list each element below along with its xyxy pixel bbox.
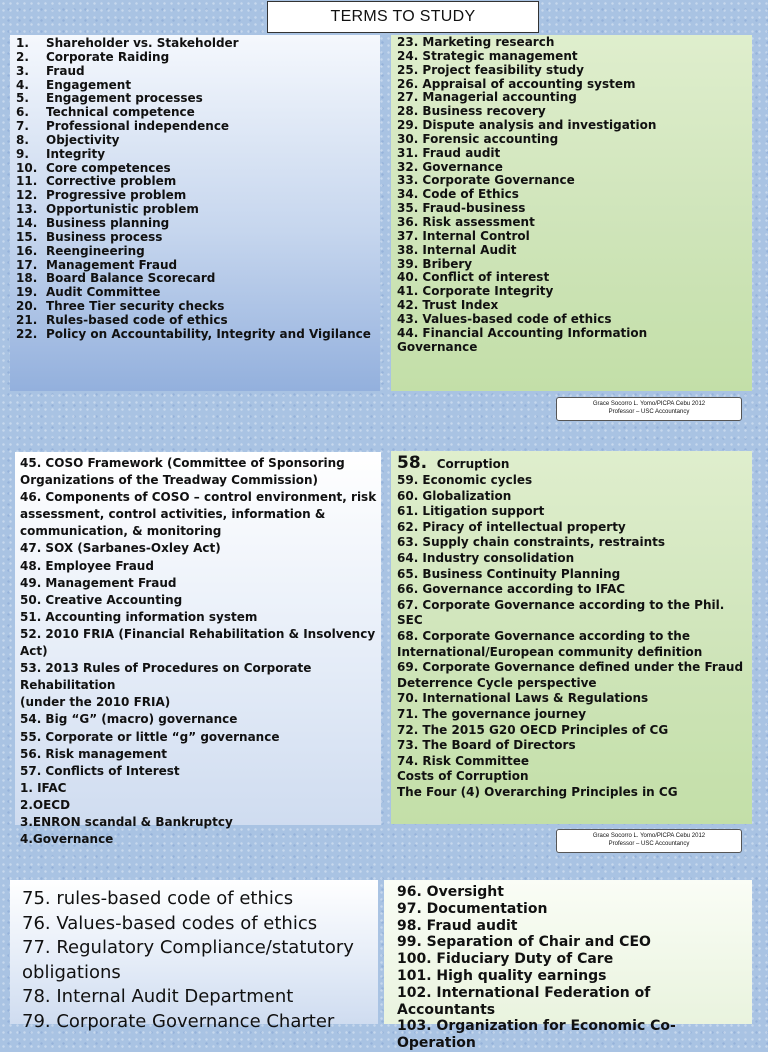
term-item: 43. Values-based code of ethics: [397, 311, 612, 326]
term-item: 102. International Federation of Accountants: [397, 984, 651, 1018]
term-item: 75. rules-based code of ethics: [22, 888, 294, 909]
term-item: 97. Documentation: [397, 900, 548, 917]
term-item: [16, 272, 380, 286]
term-item: [16, 300, 380, 314]
term-item: 37. Internal Control: [397, 228, 530, 243]
term-item: 103. Organization for Economic Co-Operation: [397, 1018, 676, 1052]
term-item: [16, 37, 380, 51]
term-item: 44. Financial Accounting Information: [397, 325, 648, 340]
term-item: 32. Governance: [397, 159, 503, 174]
term-item: International/European community definition: [397, 644, 703, 659]
term-item: 27. Managerial accounting: [397, 90, 577, 105]
term-item: 54. Big “G” (macro) governance: [20, 712, 238, 727]
term-item: 34. Code of Ethics: [397, 187, 519, 202]
term-number: 4.: [16, 77, 29, 92]
term-number: 17.: [16, 257, 38, 272]
term-number: 5.: [16, 91, 29, 106]
term-item: 40. Conflict of interest: [397, 270, 550, 285]
term-item: [16, 231, 380, 245]
term-text: Reengineering: [46, 243, 145, 258]
term-text: Professional independence: [46, 119, 230, 134]
term-item: 59. Economic cycles: [397, 473, 533, 487]
slide1-right-list: [397, 36, 752, 354]
slide-title: [267, 1, 539, 33]
term-item: 64. Industry consolidation: [397, 550, 575, 565]
term-item: Governance: [397, 339, 478, 354]
term-text: Integrity: [46, 146, 106, 161]
term-item: obligations: [22, 961, 121, 983]
term-number: 7.: [16, 119, 29, 134]
term-item: [16, 79, 380, 93]
term-number: 21.: [16, 312, 38, 327]
term-item: [16, 286, 380, 300]
term-item: 35. Fraud-business: [397, 201, 526, 216]
credit-line2: Professor – USC Accountancy: [608, 409, 690, 415]
term-text: Board Balance Scorecard: [46, 271, 216, 286]
slide3-right-list: [397, 884, 752, 1052]
slide3-left-list: [22, 887, 378, 1034]
credit-box-1: [556, 397, 742, 421]
term-item: 55. Corporate or little “g” governance: [20, 729, 280, 744]
term-item: 51. Accounting information system: [20, 609, 258, 624]
term-item: 99. Separation of Chair and CEO: [397, 934, 651, 951]
term-text: Progressive problem: [46, 188, 187, 203]
term-number: 22.: [16, 326, 38, 341]
term-number: 18.: [16, 271, 38, 286]
term-item: 31. Fraud audit: [397, 145, 501, 160]
term-item: 101. High quality earnings: [397, 967, 607, 984]
term-item: 39. Bribery: [397, 256, 473, 271]
term-text: Business process: [46, 229, 163, 244]
term-item: 68. Corporate Governance according to the: [397, 628, 690, 643]
term-item: 49. Management Fraud: [20, 575, 177, 590]
item-58-number: 58.: [397, 453, 428, 473]
term-item: 28. Business recovery: [397, 104, 546, 119]
term-item: The Four (4) Overarching Principles in CG: [397, 784, 678, 799]
term-item: 69. Corporate Governance defined under the Fraud: [397, 660, 744, 675]
term-item: [16, 217, 380, 231]
term-item: 100. Fiduciary Duty of Care: [397, 951, 614, 968]
term-item: Deterrence Cycle perspective: [397, 675, 597, 690]
term-item: 78. Internal Audit Department: [22, 986, 294, 1007]
term-text: Fraud: [46, 63, 85, 78]
term-item: Organizations of the Treadway Commission): [20, 473, 319, 488]
term-item: [16, 259, 380, 273]
term-item: assessment, control activities, information &: [20, 507, 326, 522]
term-text: Core competences: [46, 160, 171, 175]
term-text: Management Fraud: [46, 257, 178, 272]
term-item: communication, & monitoring: [20, 524, 222, 539]
term-number: 16.: [16, 243, 38, 258]
term-number: 20.: [16, 299, 38, 314]
term-item: 50. Creative Accounting: [20, 592, 183, 607]
term-text: Objectivity: [46, 132, 120, 147]
term-text: Business planning: [46, 215, 170, 230]
term-item: 70. International Laws & Regulations: [397, 691, 649, 706]
term-text: Corrective problem: [46, 174, 177, 189]
term-item: 60. Globalization: [397, 488, 512, 503]
term-item: 4.Governance: [20, 832, 114, 847]
term-item: 98. Fraud audit: [397, 917, 518, 934]
term-text: Shareholder vs. Stakeholder: [46, 36, 239, 50]
term-item: [16, 314, 380, 328]
term-text: Corporate Raiding: [46, 49, 170, 64]
term-item: [16, 106, 380, 120]
term-item: 33. Corporate Governance: [397, 173, 575, 188]
slide3-right-panel: [384, 880, 752, 1052]
term-item: 53. 2013 Rules of Procedures on Corporate Rehabilitation: [20, 661, 312, 693]
term-item: 45. COSO Framework (Committee of Sponsoring: [20, 456, 345, 470]
slide2-left-panel: [15, 452, 381, 847]
term-item: [16, 92, 380, 106]
term-item: 67. Corporate Governance according to the Phil. SEC: [397, 597, 725, 628]
slide3-left-panel: [10, 880, 378, 1032]
term-number: 15.: [16, 229, 38, 244]
term-item: 96. Oversight: [397, 884, 504, 900]
credit-box-2: [556, 829, 742, 853]
term-number: 19.: [16, 285, 38, 300]
term-number: 13.: [16, 202, 38, 217]
term-number: 11.: [16, 174, 38, 189]
term-item: [16, 245, 380, 259]
term-item: 30. Forensic accounting: [397, 131, 559, 146]
slide1-left-list: [16, 37, 380, 342]
term-number: 1.: [16, 36, 29, 50]
term-item: 74. Risk Committee: [397, 753, 530, 768]
term-item: 73. The Board of Directors: [397, 738, 576, 753]
term-item: [16, 203, 380, 217]
item-58-text: Corruption: [436, 457, 510, 471]
term-number: 2.: [16, 49, 29, 64]
slide1-left-panel: [10, 35, 380, 391]
term-text: Engagement: [46, 77, 132, 92]
term-number: 3.: [16, 63, 29, 78]
term-number: 6.: [16, 105, 29, 120]
term-item: 72. The 2015 G20 OECD Principles of CG: [397, 722, 669, 737]
term-item: 66. Governance according to IFAC: [397, 582, 626, 597]
slide-title-text: TERMS TO STUDY: [330, 8, 476, 25]
term-item: [16, 51, 380, 65]
term-item: 41. Corporate Integrity: [397, 284, 554, 299]
term-item: [16, 328, 380, 342]
term-item: 26. Appraisal of accounting system: [397, 76, 636, 91]
term-item: [16, 189, 380, 203]
term-item: 56. Risk management: [20, 746, 167, 761]
credit-line1: Grace Socorro L. Yomo/PICPA Cebu 2012: [592, 833, 706, 839]
term-item: (under the 2010 FRIA): [20, 695, 171, 710]
term-item: 29. Dispute analysis and investigation: [397, 118, 657, 133]
term-item: 42. Trust Index: [397, 298, 499, 313]
term-number: 12.: [16, 188, 38, 203]
term-item: 38. Internal Audit: [397, 242, 517, 257]
slide2-right-list: [397, 473, 752, 800]
term-number: 10.: [16, 160, 38, 175]
term-item: 65. Business Continuity Planning: [397, 566, 621, 581]
term-item: 62. Piracy of intellectual property: [397, 519, 626, 534]
term-item: 61. Litigation support: [397, 504, 545, 519]
slide2-left-list: [20, 455, 381, 848]
term-item: [16, 162, 380, 176]
term-text: Audit Committee: [46, 285, 161, 300]
term-text: Engagement processes: [46, 91, 203, 106]
slide2-right-panel: [391, 451, 752, 824]
term-item: 63. Supply chain constraints, restraints: [397, 535, 666, 550]
term-number: 9.: [16, 146, 29, 161]
term-number: 14.: [16, 215, 38, 230]
term-item: 77. Regulatory Compliance/statutory: [22, 937, 354, 958]
term-item: 48. Employee Fraud: [20, 558, 154, 573]
slide1-right-panel: [391, 35, 752, 391]
term-item: 79. Corporate Governance Charter: [22, 1010, 335, 1032]
term-item: 36. Risk assessment: [397, 214, 535, 229]
term-item: Costs of Corruption: [397, 769, 529, 784]
term-item: 47. SOX (Sarbanes-Oxley Act): [20, 541, 221, 556]
term-text: Rules-based code of ethics: [46, 312, 228, 327]
term-item: 24. Strategic management: [397, 48, 578, 63]
term-item: 71. The governance journey: [397, 706, 587, 721]
term-item: [16, 65, 380, 79]
term-item: [16, 120, 380, 134]
term-text: Policy on Accountability, Integrity and Vigilance: [46, 326, 371, 341]
term-item: 52. 2010 FRIA (Financial Rehabilitation & Insolvency Act): [20, 626, 376, 659]
term-item: 2.OECD: [20, 797, 71, 812]
term-text: Opportunistic problem: [46, 202, 199, 217]
term-item: [16, 175, 380, 189]
credit-line1: Grace Socorro L. Yomo/PICPA Cebu 2012: [592, 401, 706, 407]
term-item: 57. Conflicts of Interest: [20, 763, 180, 778]
term-item: 3.ENRON scandal & Bankruptcy: [20, 814, 233, 829]
term-item: 23. Marketing research: [397, 35, 555, 49]
term-item: 46. Components of COSO – control environment, risk: [20, 490, 377, 505]
term-item: 25. Project feasibility study: [397, 62, 584, 77]
term-text: Three Tier security checks: [46, 299, 225, 314]
term-number: 8.: [16, 132, 29, 147]
term-item: [16, 134, 380, 148]
term-text: Technical competence: [46, 105, 195, 120]
term-item: 1. IFAC: [20, 780, 67, 795]
credit-line2: Professor – USC Accountancy: [608, 841, 690, 847]
term-item: 76. Values-based codes of ethics: [22, 912, 318, 934]
slide2-right-first-item: [397, 453, 752, 473]
term-item: [16, 148, 380, 162]
